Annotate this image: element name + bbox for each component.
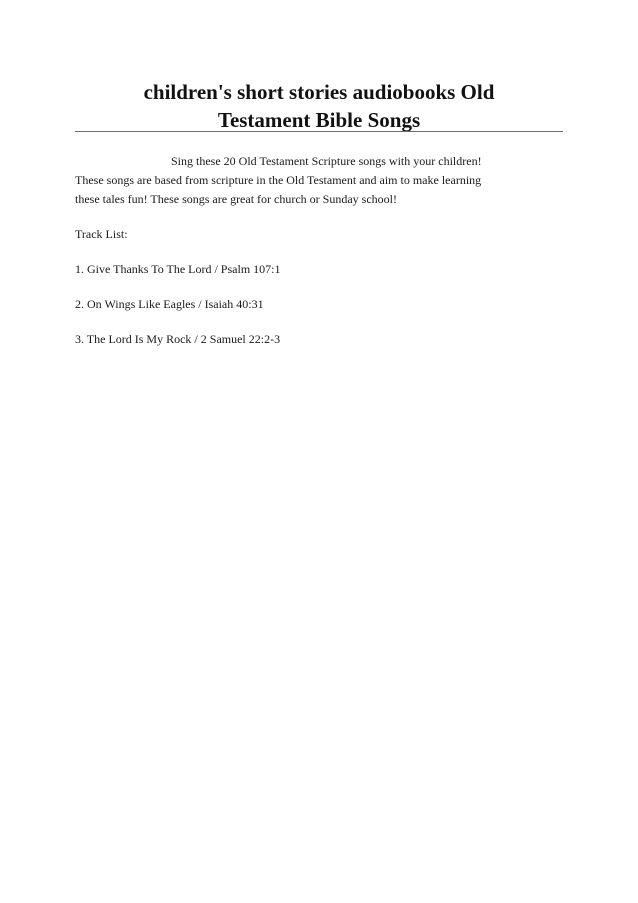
title-divider — [75, 131, 563, 132]
track-item: 3. The Lord Is My Rock / 2 Samuel 22:2-3 — [75, 332, 281, 346]
intro-paragraph — [75, 152, 563, 209]
intro-line-1: Sing these 20 Old Testament Scripture songs with your children! — [171, 154, 482, 168]
title-line-2: Testament Bible Songs — [217, 108, 421, 132]
title-line-1: children's short stories audiobooks Old — [143, 80, 495, 104]
track-list-label: Track List: — [75, 227, 128, 241]
document-body — [75, 152, 563, 349]
track-item: 2. On Wings Like Eagles / Isaiah 40:31 — [75, 297, 264, 311]
document-title — [75, 78, 563, 134]
intro-line-2: These songs are based from scripture in the Old Testament and aim to make learning — [75, 173, 482, 187]
intro-line-3: these tales fun! These songs are great for church or Sunday school! — [75, 192, 398, 206]
track-item: 1. Give Thanks To The Lord / Psalm 107:1 — [75, 262, 281, 276]
